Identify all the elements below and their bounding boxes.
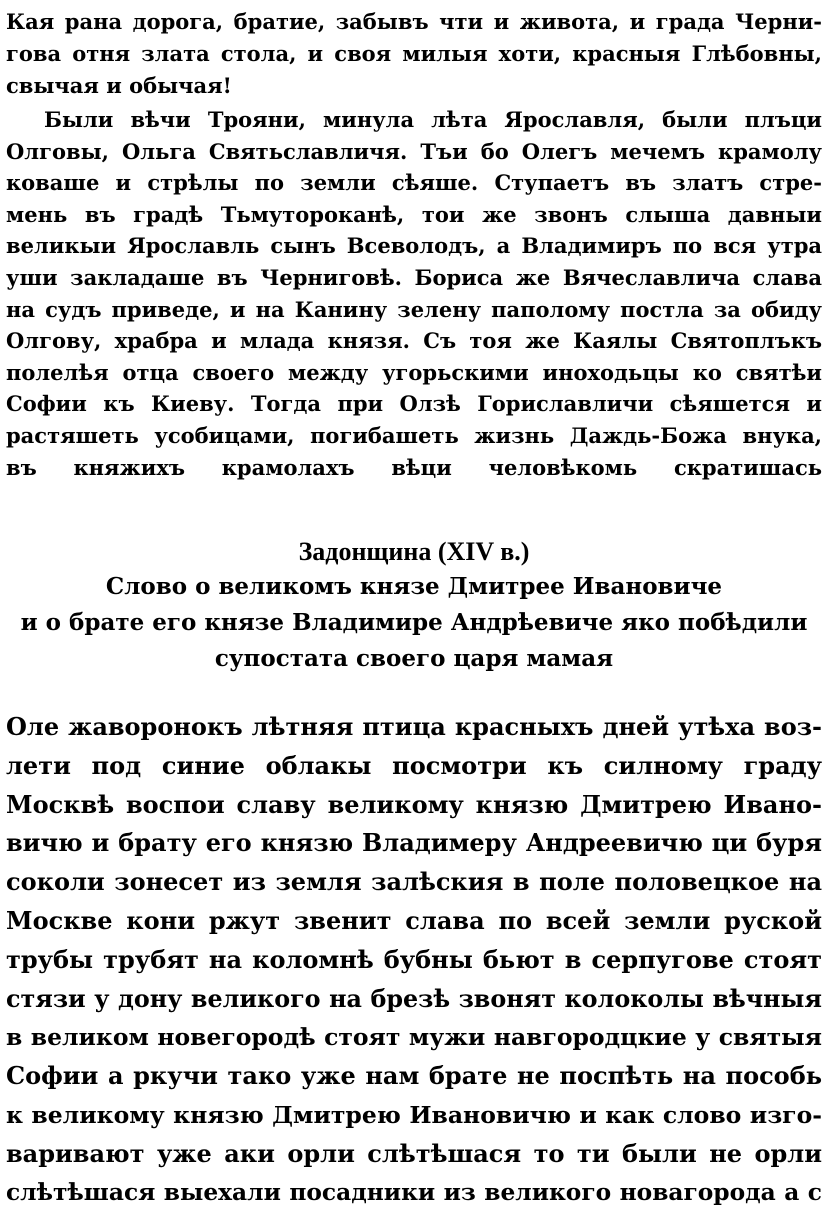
- text-line: трубы трубят на коломнѣ бубны бьют в серпугове стоят: [6, 944, 822, 974]
- main-paragraph: [6, 708, 822, 1212]
- section-title: Задонщина (XIV в.): [298, 537, 530, 566]
- text-line: Софии а ркучи тако уже нам брате не поспѣть на пособь: [6, 1061, 822, 1091]
- text-line: Софии къ Киеву. Тогда при Олзѣ Гориславличи сѣяшется и: [6, 391, 822, 417]
- text-line: Москве кони ржут звенит слава по всей земли руской: [6, 905, 822, 935]
- text-line: уши закладаше въ Черниговѣ. Бориса же Вячеславлича слава: [6, 264, 822, 290]
- text-line: вичю и брату его князю Владимеру Андреевичю ци буря: [6, 828, 822, 858]
- text-line: растяшеть усобицами, погибашеть жизнь Даждь-Божа внука,: [6, 422, 822, 448]
- text-line: въ княжихъ крамолахъ вѣци человѣкомь скратишась: [6, 454, 822, 480]
- text-line: Оле жаворонокъ лѣтняя птица красныхъ дней утѣха воз-: [6, 712, 822, 741]
- text-line: Москвѣ воспои славу великому князю Дмитрею Ивано-: [6, 789, 822, 819]
- section-subtitle-line: супостата своего царя мамая: [214, 645, 614, 672]
- text-line: свычая и обычая!: [6, 73, 232, 98]
- intro-paragraph-2: [6, 104, 822, 483]
- text-line: соколи зонесет из земля залѣския в поле половецкое на: [6, 867, 822, 897]
- text-line: лети под синие облакы посмотри къ силному граду: [6, 750, 822, 780]
- text-line: Олгову, храбра и млада князя. Съ тоя же Каялы Святоплъкъ: [6, 328, 822, 354]
- text-line: великыи Ярославль сынъ Всеволодъ, а Владимиръ по вся утра: [6, 233, 822, 259]
- text-line: в великом новегородѣ стоят мужи навгородцкие у святыя: [6, 1023, 822, 1052]
- section-subtitle-line: и о брате его князе Владимире Андрѣевиче яко побѣдили: [20, 609, 808, 636]
- text-line: слѣтѣшася выехали посадники из великого новагорода а с: [6, 1178, 822, 1206]
- section-heading: [0, 535, 828, 677]
- text-line: к великому князю Дмитрею Ивановичю и как слово изго-: [6, 1100, 822, 1129]
- text-line: коваше и стрѣлы по земли сѣяше. Ступаетъ въ златъ стре-: [6, 170, 822, 196]
- text-line: на судъ приведе, и на Канину зелену паполому постла за обиду: [6, 296, 822, 322]
- text-line: мень въ градѣ Тьмутороканѣ, тои же звонъ слыша давныи: [6, 201, 822, 227]
- text-line: варивают уже аки орли слѣтѣшася то ти были не орли: [6, 1138, 822, 1168]
- intro-paragraph-1: [6, 6, 822, 102]
- section-subtitle-line: Слово о великомъ князе Дмитрее Ивановиче: [105, 573, 723, 600]
- text-line: гова отня злата стола, и своя милыя хоти, красныя Глѣбовны,: [6, 41, 822, 66]
- text-line: Олговы, Ольга Святьславличя. Тъи бо Олегъ мечемъ крамолу: [6, 138, 822, 164]
- text-line: стязи у дону великого на брезѣ звонят колоколы вѣчныя: [6, 984, 822, 1013]
- text-line: полелѣя отца своего между угорьскими иноходьцы ко святѣи: [6, 359, 822, 385]
- text-line: Кая рана дорога, братие, забывъ чти и живота, и града Черни-: [6, 9, 822, 34]
- text-line: Были вѣчи Трояни, минула лѣта Ярославля, были плъци: [44, 107, 822, 132]
